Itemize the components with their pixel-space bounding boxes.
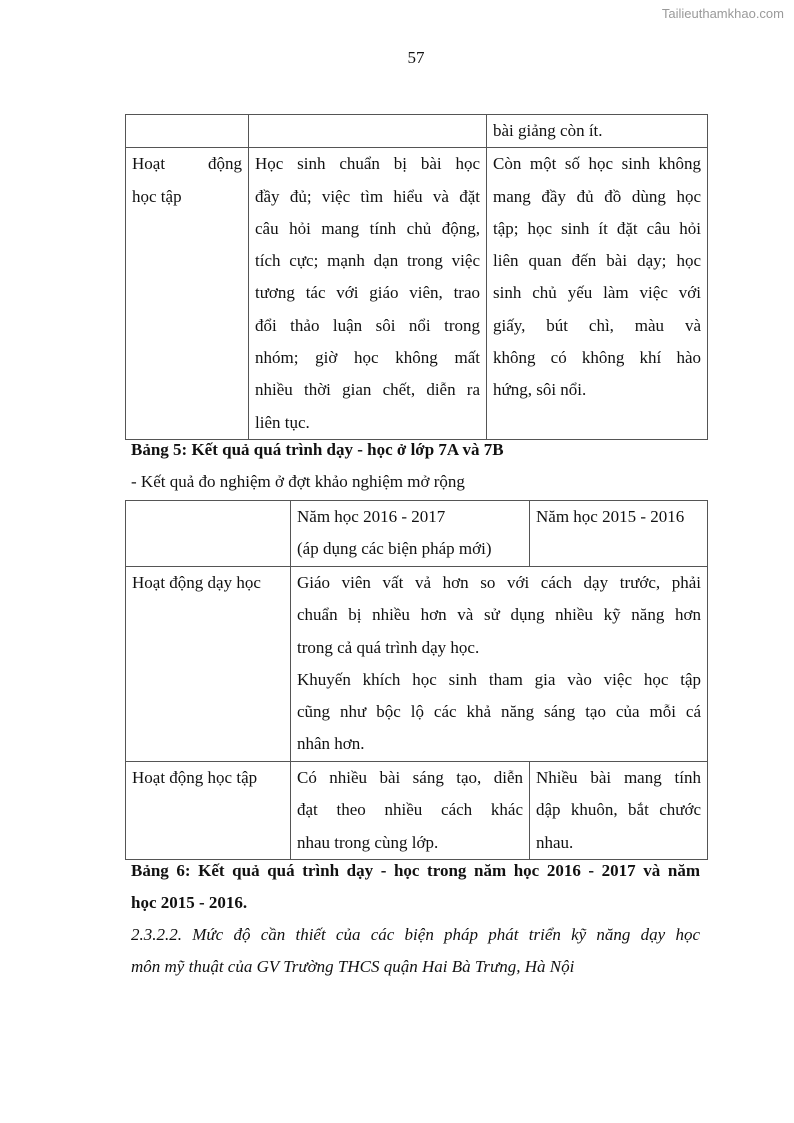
cell-text-line: giấy, bút chì, màu và xyxy=(493,315,701,335)
table-header-row xyxy=(126,501,708,567)
table-row xyxy=(126,148,708,440)
cell-text-line: Có nhiều bài sáng tạo, diễn xyxy=(297,768,523,787)
section-heading-line-1: 2.3.2.2. Mức độ cần thiết của các biện pháp phát triển kỹ năng dạy học xyxy=(131,925,700,944)
table-cell xyxy=(530,762,708,860)
cell-text-line: trong cả quá trình dạy học. xyxy=(297,637,480,657)
cell-text-line: tích cực; mạnh dạn trong việc xyxy=(255,251,480,271)
table-6-caption-line-1: Bảng 6: Kết quả quá trình dạy - học trong năm học 2016 - 2017 và năm xyxy=(131,861,700,880)
cell-text-line: tương tác với giáo viên, trao xyxy=(255,283,480,303)
table-row xyxy=(126,115,708,148)
intro-text: - Kết quả đo nghiệm ở đợt khảo nghiệm mở rộng xyxy=(131,472,465,491)
table-cell xyxy=(126,762,291,860)
table-cell xyxy=(291,567,708,762)
cell-text-line: tập; học sinh ít đặt câu hỏi xyxy=(493,218,701,238)
table-row xyxy=(126,567,708,762)
cell-text-line: Hoạt động học tập xyxy=(132,768,258,787)
table-cell xyxy=(291,762,530,860)
cell-text-line: mang đầy đủ đồ dùng học xyxy=(493,186,701,206)
cell-text-line: chuẩn bị nhiều hơn và sử dụng nhiều kỹ năng hơn xyxy=(297,605,701,625)
cell-text-line: Hoạt động xyxy=(132,154,242,174)
cell-text-line: câu hỏi mang tính chủ động, xyxy=(255,218,480,238)
table-6-caption-line-2: học 2015 - 2016. xyxy=(131,893,248,912)
cell-text-line: đầy đủ; việc tìm hiểu và đặt xyxy=(255,186,480,206)
cell-text-line: nhiều thời gian chết, diễn ra xyxy=(255,380,480,400)
cell-text-line: không có không khí hào xyxy=(493,348,701,368)
table-cell xyxy=(126,567,291,762)
section-heading-line-2: môn mỹ thuật của GV Trường THCS quận Hai Bà Trưng, Hà Nội xyxy=(131,957,575,976)
cell-text-line: nhau trong cùng lớp. xyxy=(297,832,439,852)
cell-text-line: sinh chủ yếu làm việc với xyxy=(493,283,701,303)
table-row xyxy=(126,762,708,860)
cell-text-line: Năm học 2015 - 2016 xyxy=(536,507,685,526)
page-number: 57 xyxy=(407,48,425,67)
table-6 xyxy=(125,500,708,860)
watermark: Tailieuthamkhao.com xyxy=(661,6,784,21)
table-cell xyxy=(249,148,487,440)
table-cell xyxy=(487,115,708,148)
table-5-caption: Bảng 5: Kết quả quá trình dạy - học ở lớp 7A và 7B xyxy=(131,440,504,459)
table-cell xyxy=(249,115,487,148)
cell-text-line: (áp dụng các biện pháp mới) xyxy=(297,539,492,559)
cell-text-line: nhân hơn. xyxy=(297,734,365,754)
cell-text-line: hứng, sôi nổi. xyxy=(493,380,587,400)
cell-text-line: liên tục. xyxy=(255,412,310,432)
table-header-cell xyxy=(291,501,530,567)
cell-text-line: Nhiều bài mang tính xyxy=(536,768,701,787)
cell-text-line: đạt theo nhiều cách khác xyxy=(297,800,523,820)
table-continued xyxy=(125,114,708,440)
cell-text-line: Học sinh chuẩn bị bài học xyxy=(255,154,480,174)
cell-text-line: dập khuôn, bắt chước xyxy=(536,800,701,820)
cell-text-line: đổi thảo luận sôi nổi trong xyxy=(255,315,480,335)
table-cell xyxy=(126,115,249,148)
cell-text-line: nhóm; giờ học không mất xyxy=(255,348,480,368)
cell-text-line: cũng như bộc lộ các khả năng sáng tạo của mỗi cá xyxy=(297,702,701,722)
cell-text-line: Giáo viên vất vả hơn so với cách dạy trước, phải xyxy=(297,573,701,592)
cell-text-line: liên quan đến bài dạy; học xyxy=(493,251,701,271)
table-cell xyxy=(487,148,708,440)
cell-text-line: Năm học 2016 - 2017 xyxy=(297,507,446,526)
cell-text-line: bài giảng còn ít. xyxy=(493,121,603,140)
table-cell xyxy=(126,501,291,567)
table-header-cell xyxy=(530,501,708,567)
cell-text-line: nhau. xyxy=(536,832,574,852)
table-cell xyxy=(126,148,249,440)
cell-text-line: Hoạt động dạy học xyxy=(132,573,261,592)
cell-text-line: học tập xyxy=(132,186,182,206)
cell-text-line: Khuyến khích học sinh tham gia vào việc học tập xyxy=(297,669,701,689)
cell-text-line: Còn một số học sinh không xyxy=(493,154,701,174)
